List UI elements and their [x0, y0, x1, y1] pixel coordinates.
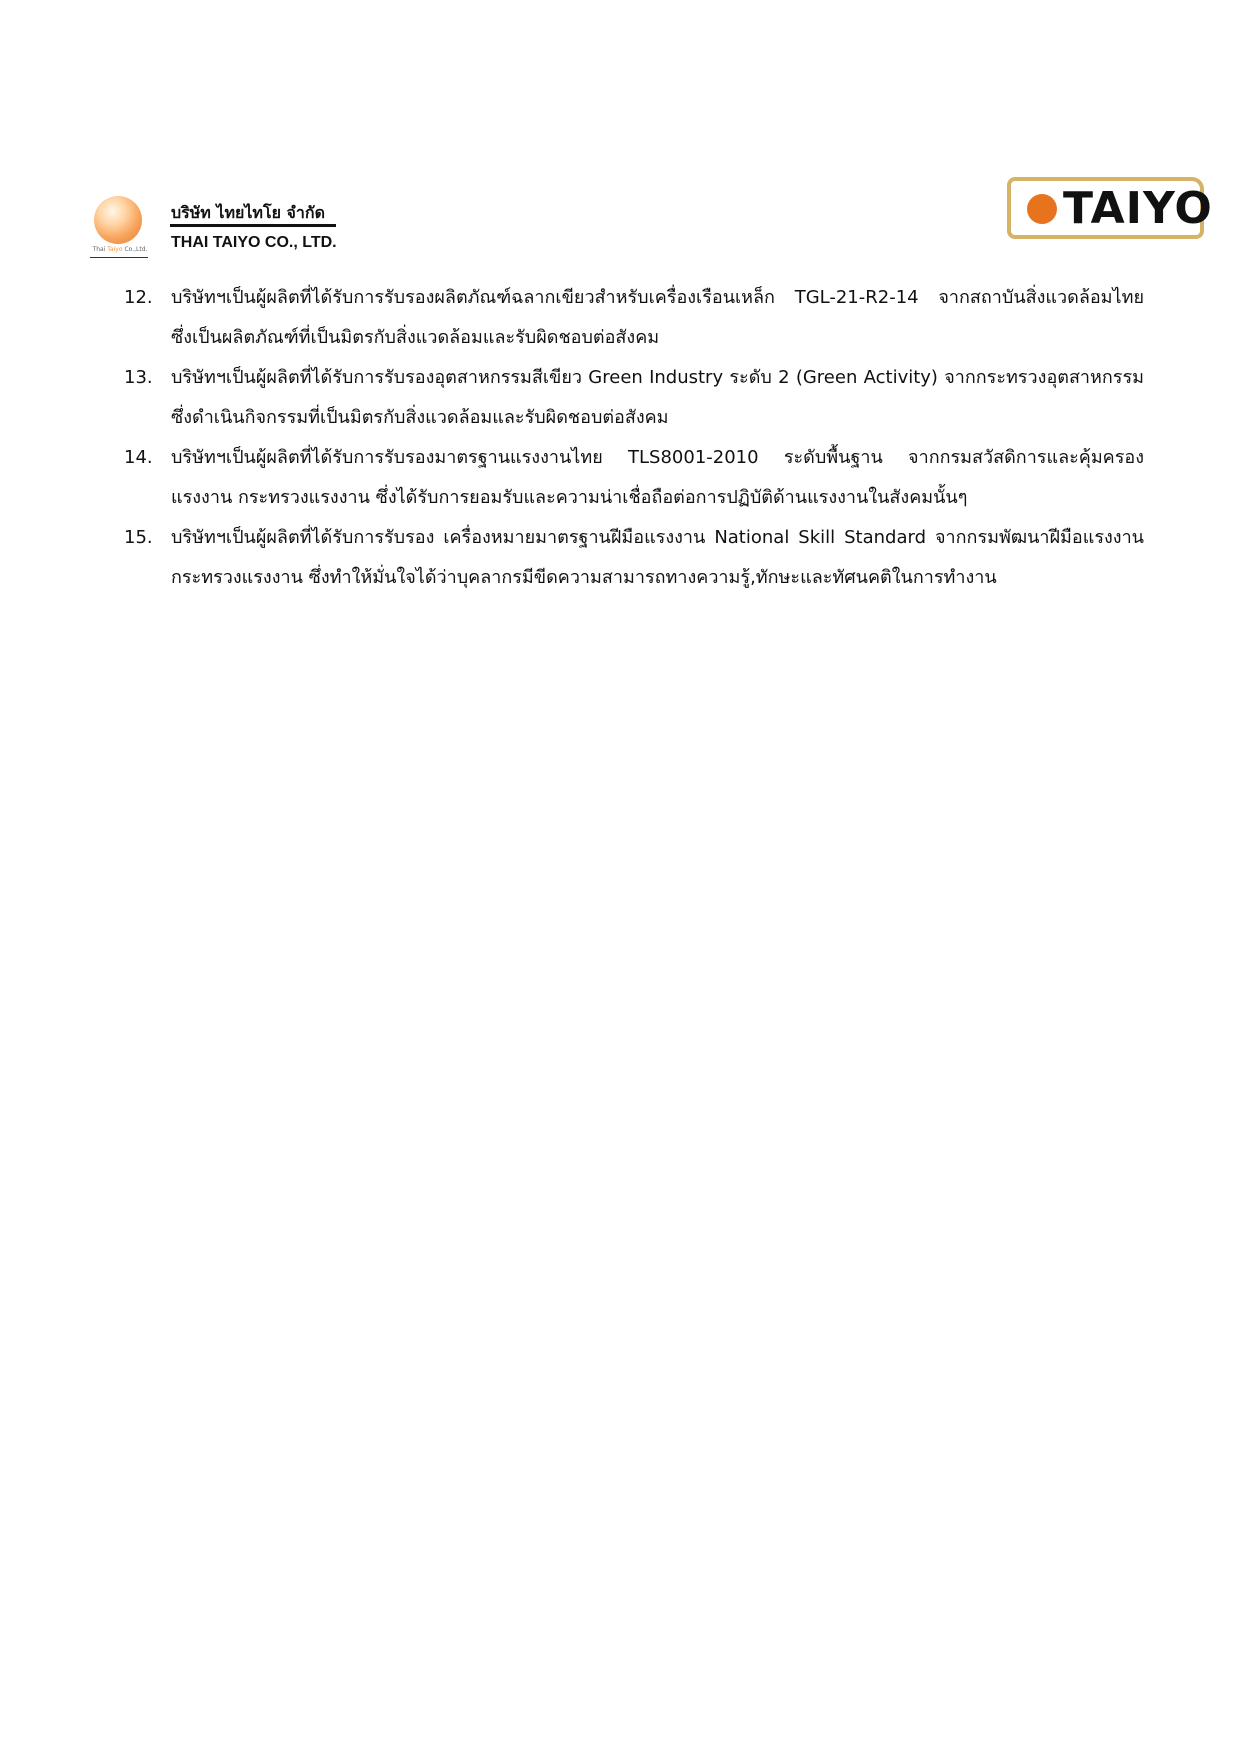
list-item	[124, 278, 1144, 358]
item-text-line: บริษัทฯเป็นผู้ผลิตที่ได้รับการรับรองมาตรฐานแรงงานไทย TLS8001-2010 ระดับพื้นฐาน จากกรมสวัสดิการและคุ้มครอง	[171, 447, 1144, 468]
company-orb-logo	[88, 196, 152, 262]
company-name-thai: บริษัท ไทยไทโย จำกัด	[171, 203, 325, 222]
logo-underline	[90, 257, 148, 258]
company-name-underline	[170, 224, 336, 227]
item-number: 15.	[124, 527, 153, 548]
list-item	[124, 518, 1144, 598]
item-text-line: บริษัทฯเป็นผู้ผลิตที่ได้รับการรับรอง เครื่องหมายมาตรฐานฝีมือแรงงาน National Skill Standard จากกรมพัฒนาฝีมือแรงงาน	[171, 527, 1144, 548]
letterhead	[0, 0, 1241, 260]
item-text-line: บริษัทฯเป็นผู้ผลิตที่ได้รับการรับรองอุตสาหกรรมสีเขียว Green Industry ระดับ 2 (Green Activity) จากกระทรวงอุตสาหกรรม	[171, 367, 1144, 388]
orange-sphere-icon	[94, 196, 142, 244]
certification-list	[124, 278, 1144, 598]
taiyo-brand-logo	[1007, 177, 1213, 239]
item-text-line: แรงงาน กระทรวงแรงงาน ซึ่งได้รับการยอมรับและความน่าเชื่อถือต่อการปฏิบัติด้านแรงงานในสังคมนั้นๆ	[171, 487, 968, 508]
item-number: 14.	[124, 447, 153, 468]
item-text-line: กระทรวงแรงงาน ซึ่งทำให้มั่นใจได้ว่าบุคลากรมีขีดความสามารถทางความรู้,ทักษะและทัศนคติในการทำงาน	[171, 567, 997, 588]
orange-dot-icon	[1027, 194, 1057, 224]
item-number: 13.	[124, 367, 153, 388]
list-item	[124, 438, 1144, 518]
company-name-english: THAI TAIYO CO., LTD.	[171, 234, 337, 251]
item-text-line: บริษัทฯเป็นผู้ผลิตที่ได้รับการรับรองผลิตภัณฑ์ฉลากเขียวสำหรับเครื่องเรือนเหล็ก TGL-21-R2-14 จากสถาบันสิ่งแวดล้อมไทย	[171, 287, 1144, 308]
list-item	[124, 358, 1144, 438]
item-text-line: ซึ่งดำเนินกิจกรรมที่เป็นมิตรกับสิ่งแวดล้อมและรับผิดชอบต่อสังคม	[171, 407, 669, 428]
brand-logo-text: TAIYO	[1063, 183, 1213, 234]
item-text-line: ซึ่งเป็นผลิตภัณฑ์ที่เป็นมิตรกับสิ่งแวดล้อมและรับผิดชอบต่อสังคม	[171, 327, 660, 348]
logo-caption: Thai Taiyo Co.,Ltd.	[92, 246, 148, 253]
item-number: 12.	[124, 287, 153, 308]
